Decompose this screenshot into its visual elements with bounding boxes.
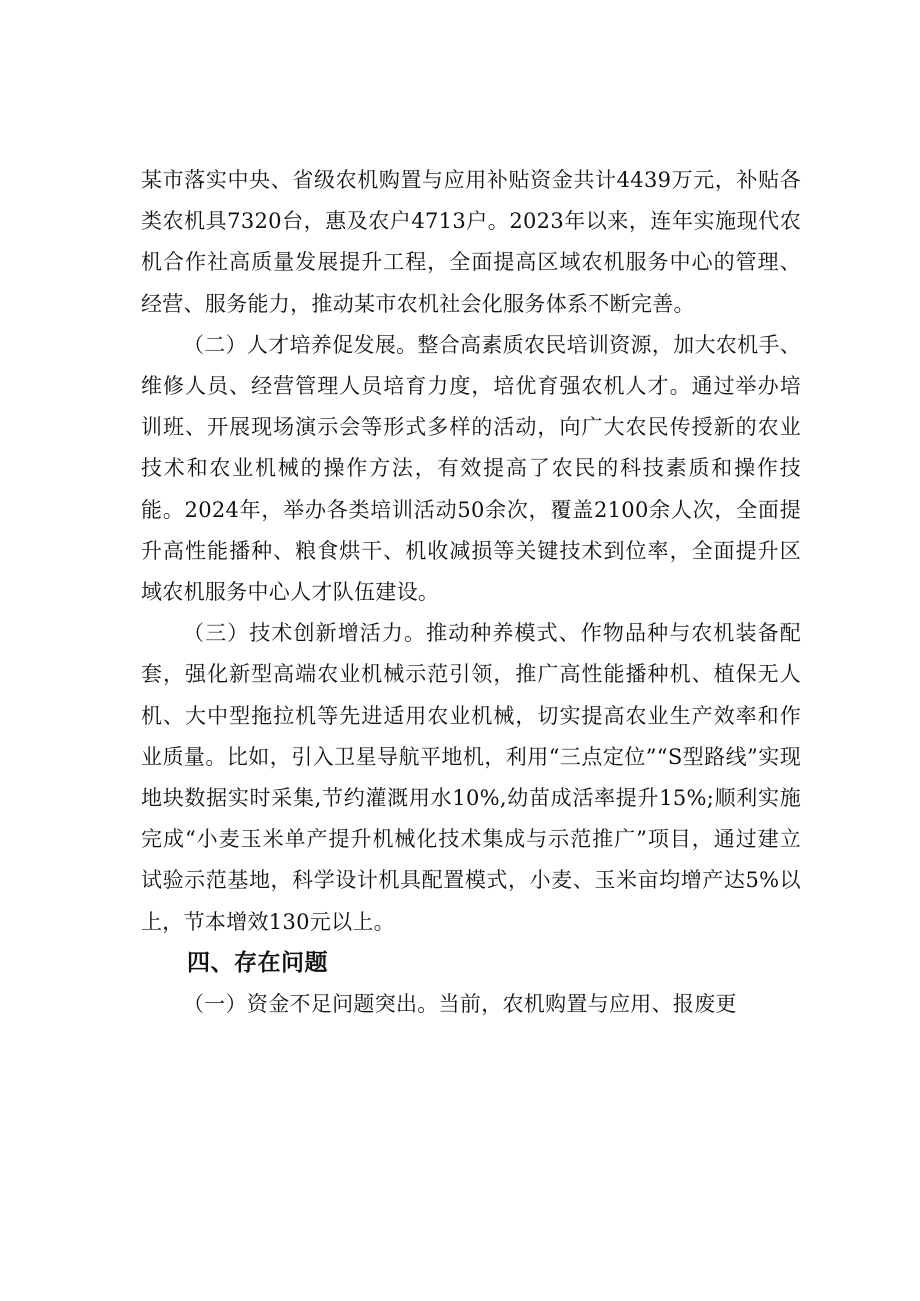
- paragraph-subsidy-summary: 某市落实中央、省级农机购置与应用补贴资金共计4439万元，补贴各类农机具7320台，惠及农户4713户。2023年以来，连年实施现代农机合作社高质量发展提升工程，全面提高区域农机服务中心的管理、经营、服务能力，推动某市农机社会化服务体系不断完善。: [141, 168, 801, 316]
- paragraph-tech-innovation: （三）技术创新增活力。推动种养模式、作物品种与农机装备配套，强化新型高端农业机械示范引领，推广高性能播种机、植保无人机、大中型拖拉机等先进适用农业机械，切实提高农业生产效率和作业质量。比如，引入卫星导航平地机，利用“三点定位”“S型路线”实现地块数据实时采集,节约灌溉用水10%,幼苗成活率提升15%;顺利实施完成“小麦玉米单产提升机械化技术集成与示范推广”项目，通过建立试验示范基地，科学设计机具配置模式，小麦、玉米亩均增产达5%以上，节本增效130元以上。: [141, 621, 801, 934]
- section-heading-problems: 四、存在问题: [187, 949, 328, 976]
- document-body: [141, 160, 801, 1025]
- paragraph-funding-shortage: （一）资金不足问题突出。当前，农机购置与应用、报废更: [183, 992, 737, 1017]
- paragraph-talent-training: （二）人才培养促发展。整合高素质农民培训资源，加大农机手、维修人员、经营管理人员培育力度，培优育强农机人才。通过举办培训班、开展现场演示会等形式多样的活动，向广大农民传授新的农业技术和农业机械的操作方法，有效提高了农民的科技素质和操作技能。2024年，举办各类培训活动50余次，覆盖2100余人次，全面提升高性能播种、粮食烘干、机收减损等关键技术到位率，全面提升区域农机服务中心人才队伍建设。: [141, 332, 801, 605]
